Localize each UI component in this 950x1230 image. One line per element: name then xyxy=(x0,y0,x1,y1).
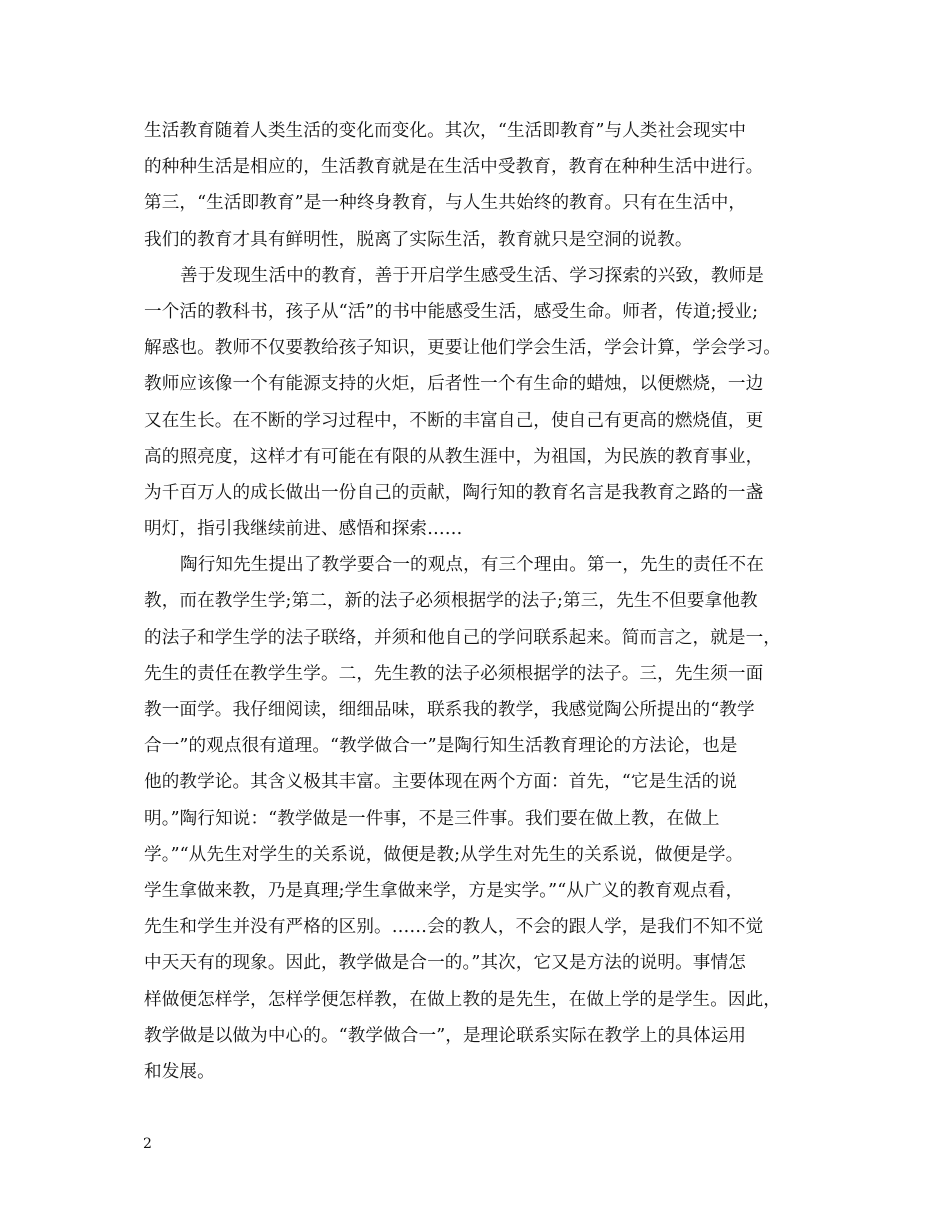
text-line: 先生和学生并没有严格的区别。……会的教人，不会的跟人学，是我们不知不觉 xyxy=(144,917,764,938)
text-line: 的种种生活是相应的，生活教育就是在生活中受教育，教育在种种生活中进行。 xyxy=(144,157,764,178)
page-number: 2 xyxy=(143,1136,152,1152)
text-line: 的法子和学生学的法子联络，并须和他自己的学问联系起来。简而言之，就是一， xyxy=(144,627,781,648)
text-line: 合一”的观点很有道理。“教学做合一”是陶行知生活教育理论的方法论，也是 xyxy=(144,736,738,757)
text-line: 解惑也。教师不仅要教给孩子知识，更要让他们学会生活，学会计算，学会学习。 xyxy=(144,338,781,359)
text-line: 学生拿做来教，乃是真理;学生拿做来学，方是实学。”“从广义的教育观点看， xyxy=(144,880,744,901)
text-line: 为千百万人的成长做出一份自己的贡献，陶行知的教育名言是我教育之路的一盏 xyxy=(144,482,764,503)
text-line: 陶行知先生提出了教学要合一的观点，有三个理由。第一，先生的责任不在 xyxy=(180,555,764,576)
text-line: 教一面学。我仔细阅读，细细品味，联系我的教学，我感觉陶公所提出的“教学 xyxy=(144,700,755,720)
text-line: 教学做是以做为中心的。“教学做合一”，是理论联系实际在教学上的具体运用 xyxy=(144,1025,747,1046)
text-line: 他的教学论。其含义极其丰富。主要体现在两个方面：首先，“它是生活的说 xyxy=(144,772,737,793)
text-line: 高的照亮度，这样才有可能在有限的从教生涯中，为祖国，为民族的教育事业， xyxy=(144,446,764,467)
text-line: 中天天有的现象。因此，教学做是合一的。”其次，它又是方法的说明。事情怎 xyxy=(144,953,746,974)
text-line: 样做便怎样学，怎样学便怎样教，在做上教的是先生，在做上学的是学生。因此， xyxy=(144,989,781,1010)
body-text xyxy=(144,113,824,1090)
text-line: 又在生长。在不断的学习过程中，不断的丰富自己，使自己有更高的燃烧值，更 xyxy=(144,410,764,431)
text-line: 教师应该像一个有能源支持的火炬，后者性一个有生命的蜡烛，以便燃烧，一边 xyxy=(144,374,764,395)
text-line: 先生的责任在教学生学。二，先生教的法子必须根据学的法子。三，先生须一面 xyxy=(144,663,764,684)
text-line: 生活教育随着人类生活的变化而变化。其次，“生活即教育”与人类社会现实中 xyxy=(144,121,747,141)
text-line: 明。”陶行知说：“教学做是一件事，不是三件事。我们要在做上教，在做上 xyxy=(144,808,720,829)
text-line: 教，而在教学生学;第二，新的法子必须根据学的法子;第三，先生不但要拿他教 xyxy=(144,591,758,612)
text-line: 我们的教育才具有鲜明性，脱离了实际生活，教育就只是空洞的说教。 xyxy=(144,229,693,250)
text-line: 一个活的教科书，孩子从“活”的书中能感受生活，感受生命。师者，传道;授业; xyxy=(144,301,759,322)
text-line: 第三，“生活即教育”是一种终身教育，与人生共始终的教育。只有在生活中， xyxy=(144,193,747,214)
text-line: 学。”“从先生对学生的关系说，做便是教;从学生对先生的关系说，做便是学。 xyxy=(144,844,744,865)
text-line: 和发展。 xyxy=(144,1061,215,1082)
text-line: 明灯，指引我继续前进、感悟和探索…… xyxy=(144,519,463,540)
text-line: 善于发现生活中的教育，善于开启学生感受生活、学习探索的兴致，教师是 xyxy=(180,265,764,286)
